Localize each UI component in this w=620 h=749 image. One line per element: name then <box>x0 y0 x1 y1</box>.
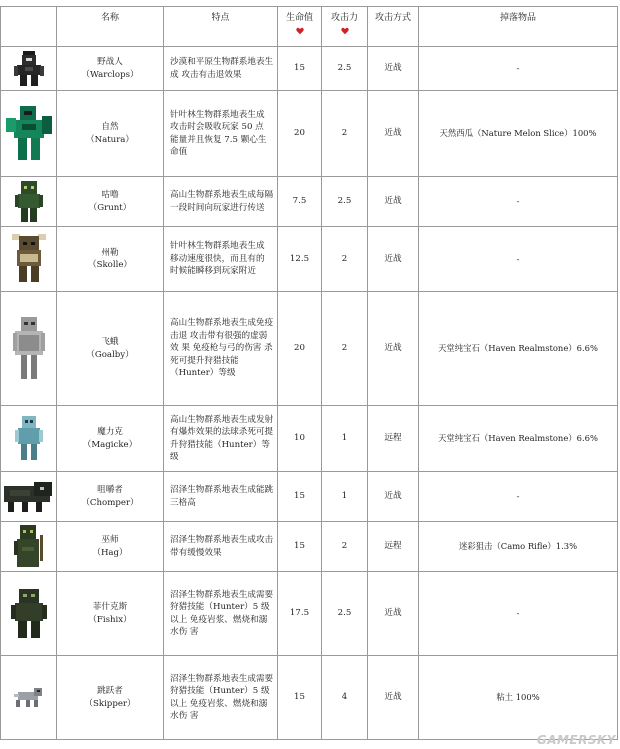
mob-image-cell <box>1 177 57 227</box>
name-header: 名称 <box>57 7 164 47</box>
name-cell: 咀嚼者 （Chomper） <box>57 472 164 522</box>
name-cell: 自然 （Natura） <box>57 91 164 177</box>
mob-image-cell <box>1 572 57 656</box>
name-cell: 跳跃者 （Skipper） <box>57 656 164 740</box>
header-row <box>1 7 618 47</box>
mode-cell: 近战 <box>368 572 419 656</box>
atk-cell: 2 <box>322 227 368 292</box>
chomper-mob-icon <box>4 482 54 512</box>
name-cell: 咕噜 （Grunt） <box>57 177 164 227</box>
name-cell: 魔力克 （Magicke） <box>57 406 164 472</box>
atk-cell: 2.5 <box>322 47 368 91</box>
table-row <box>1 227 618 292</box>
grunt-mob-icon <box>15 181 43 223</box>
image-header <box>1 7 57 47</box>
hp-cell: 17.5 <box>278 572 322 656</box>
table-row <box>1 406 618 472</box>
watermark: GAMERSKY <box>536 733 616 747</box>
mob-image-cell <box>1 522 57 572</box>
feature-cell: 沙漠和平原生物群系地表生成 攻击有击退效果 <box>164 47 278 91</box>
drops-cell: - <box>419 572 618 656</box>
hp-cell: 15 <box>278 656 322 740</box>
hp-cell: 20 <box>278 91 322 177</box>
drops-header: 掉落物品 <box>419 7 618 47</box>
table-row <box>1 522 618 572</box>
feature-cell: 针叶林生物群系地表生成 移动速度很快，而且有的 时候能瞬移到玩家附近 <box>164 227 278 292</box>
drops-cell: - <box>419 472 618 522</box>
goalby-mob-icon <box>13 317 45 381</box>
feature-header: 特点 <box>164 7 278 47</box>
mob-image-cell <box>1 47 57 91</box>
drops-cell: 天堂纯宝石（Haven Realmstone）6.6% <box>419 292 618 406</box>
atk-cell: 1 <box>322 406 368 472</box>
mode-cell: 近战 <box>368 472 419 522</box>
mode-cell: 远程 <box>368 406 419 472</box>
atk-cell: 2.5 <box>322 572 368 656</box>
table-row <box>1 656 618 740</box>
natura-mob-icon <box>6 106 52 162</box>
mode-cell: 近战 <box>368 227 419 292</box>
table-row <box>1 572 618 656</box>
mode-cell: 近战 <box>368 47 419 91</box>
mode-cell: 近战 <box>368 656 419 740</box>
mode-cell: 近战 <box>368 91 419 177</box>
atk-cell: 1 <box>322 472 368 522</box>
drops-cell: - <box>419 47 618 91</box>
name-cell: 菲什克斯 （Fishix） <box>57 572 164 656</box>
hp-cell: 12.5 <box>278 227 322 292</box>
mob-image-cell <box>1 227 57 292</box>
heart-icon <box>296 27 304 35</box>
name-cell: 州勒 （Skolle） <box>57 227 164 292</box>
feature-cell: 沼泽生物群系地表生成能跳三格高 <box>164 472 278 522</box>
feature-cell: 沼泽生物群系地表生成需要狩猎技能（Hunter）5 级以上 免疫岩浆、燃烧和溺水伤 害 <box>164 656 278 740</box>
mob-image-cell <box>1 91 57 177</box>
hp-cell: 20 <box>278 292 322 406</box>
table-row <box>1 292 618 406</box>
table-row <box>1 47 618 91</box>
name-cell: 野战人 （Warclops） <box>57 47 164 91</box>
drops-cell: - <box>419 177 618 227</box>
hp-cell: 7.5 <box>278 177 322 227</box>
atk-cell: 4 <box>322 656 368 740</box>
mode-header: 攻击方式 <box>368 7 419 47</box>
drops-cell: 天堂纯宝石（Haven Realmstone）6.6% <box>419 406 618 472</box>
drops-cell: 迷彩狙击（Camo Rifle）1.3% <box>419 522 618 572</box>
hp-cell: 15 <box>278 522 322 572</box>
hp-cell: 15 <box>278 472 322 522</box>
table-row <box>1 177 618 227</box>
warclops-mob-icon <box>14 51 44 87</box>
atk-header <box>322 7 368 47</box>
heart-icon <box>341 27 349 35</box>
mode-cell: 近战 <box>368 292 419 406</box>
fishix-mob-icon <box>11 589 47 639</box>
feature-cell: 沼泽生物群系地表生成需要狩猎技能（Hunter）5 级以上 免疫岩浆、燃烧和溺水伤 害 <box>164 572 278 656</box>
feature-cell: 高山生物群系地表生成发射有爆炸效果的法球杀死可提升狩猎技能（Hunter）等级 <box>164 406 278 472</box>
mob-image-cell <box>1 406 57 472</box>
feature-cell: 高山生物群系地表生成每隔一段时间向玩家进行传送 <box>164 177 278 227</box>
atk-header-label: 攻击力 <box>330 13 358 23</box>
drops-cell: 天然西瓜（Nature Melon Slice）100% <box>419 91 618 177</box>
magicke-mob-icon <box>15 416 43 462</box>
drops-cell: 粘土 100% <box>419 656 618 740</box>
hp-header <box>278 7 322 47</box>
atk-cell: 2 <box>322 292 368 406</box>
atk-cell: 2 <box>322 522 368 572</box>
skolle-mob-icon <box>12 234 46 284</box>
table-row <box>1 472 618 522</box>
name-cell: 飞蛾 （Goalby） <box>57 292 164 406</box>
hp-header-label: 生命值 <box>285 13 313 23</box>
atk-cell: 2.5 <box>322 177 368 227</box>
drops-cell: - <box>419 227 618 292</box>
feature-cell: 高山生物群系地表生成免疫击退 攻击带有很强的虚弱效 果 免疫枪与弓的伤害 杀死可提升狩猎技能（Hunter）等级 <box>164 292 278 406</box>
skipper-mob-icon <box>14 688 44 708</box>
mob-table <box>0 6 618 740</box>
hag-mob-icon <box>14 525 44 569</box>
feature-cell: 沼泽生物群系地表生成攻击带有缓慢效果 <box>164 522 278 572</box>
name-cell: 巫师 （Hag） <box>57 522 164 572</box>
mob-image-cell <box>1 472 57 522</box>
atk-cell: 2 <box>322 91 368 177</box>
hp-cell: 15 <box>278 47 322 91</box>
hp-cell: 10 <box>278 406 322 472</box>
mob-image-cell <box>1 292 57 406</box>
mode-cell: 近战 <box>368 177 419 227</box>
mob-image-cell <box>1 656 57 740</box>
table-row <box>1 91 618 177</box>
feature-cell: 针叶林生物群系地表生成 攻击时会吸收玩家 50 点 能量并且恢复 7.5 颗心生命值 <box>164 91 278 177</box>
mode-cell: 远程 <box>368 522 419 572</box>
